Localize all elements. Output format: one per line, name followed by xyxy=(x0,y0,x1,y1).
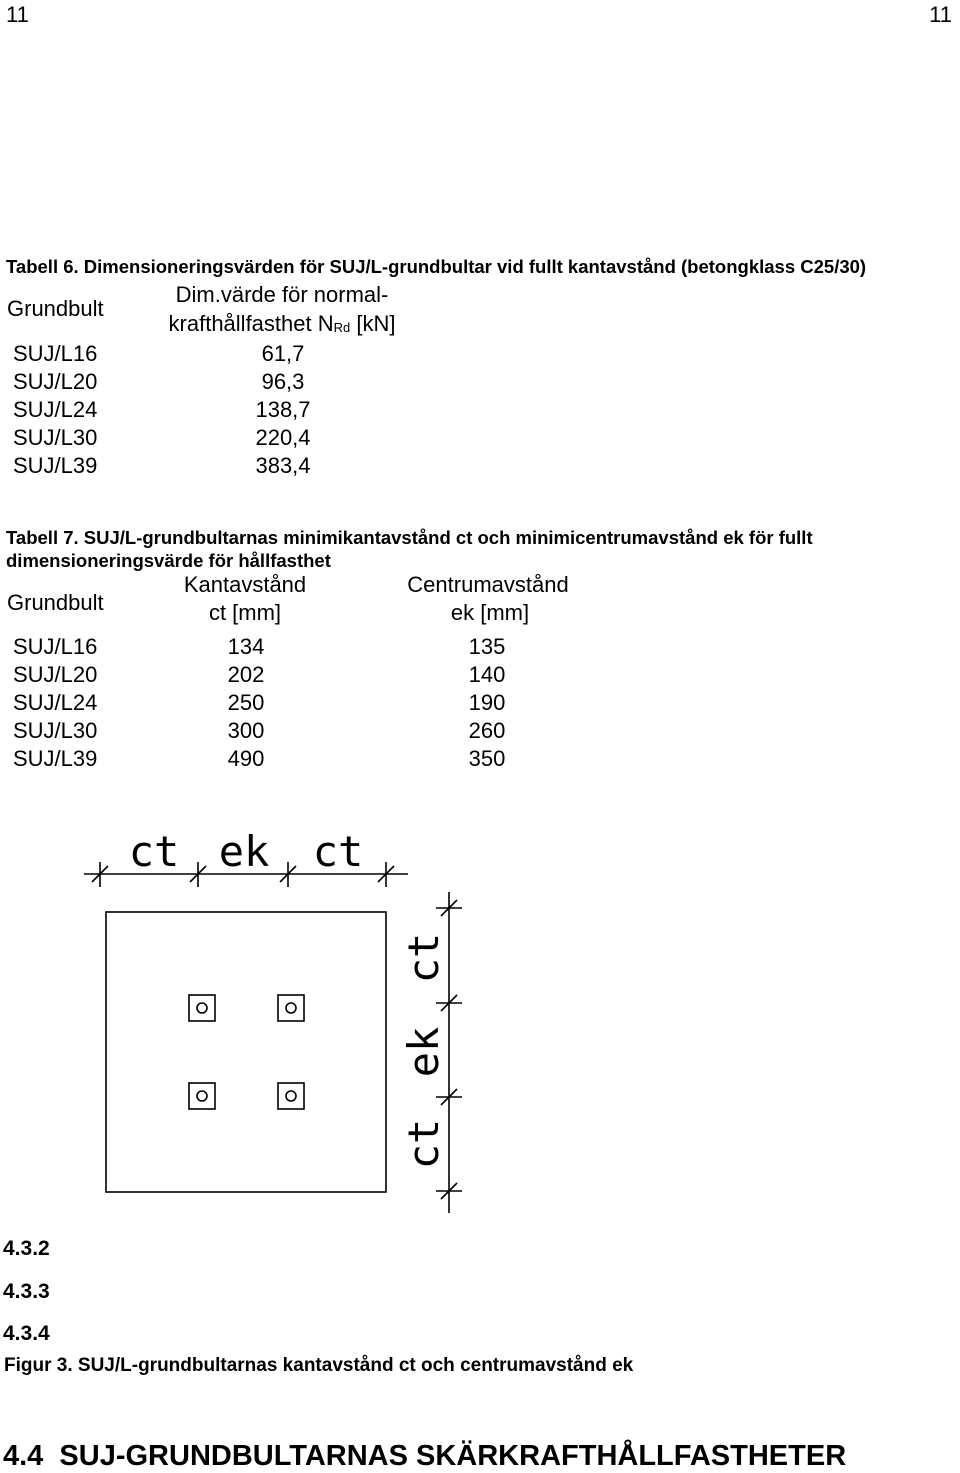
right-dim-label-ct: ct xyxy=(399,1118,448,1170)
figure-caption: Figur 3. SUJ/L-grundbultarnas kantavstånd ct och centrumavstånd ek xyxy=(4,1355,634,1376)
table6-caption: Tabell 6. Dimensioneringsvärden för SUJ/L-grundbultar vid fullt kantavstånd (betongklass C25/30) xyxy=(6,256,867,277)
top-dim-label-ct: ct xyxy=(128,827,180,876)
base-plate xyxy=(106,912,386,1192)
table6-header-dim-line2: krafthållfasthet $N_{Rd}$ [kN] xyxy=(168,311,396,336)
bolt xyxy=(189,995,215,1021)
table6-row-bolt: SUJ/L20 xyxy=(13,369,98,394)
table6-row-value: 138,7 xyxy=(255,397,311,422)
table7-header-grundbult: Grundbult xyxy=(7,590,104,615)
bolt xyxy=(278,995,304,1021)
table7-header-ct-line2: ct [mm] xyxy=(208,600,282,625)
table7-row-ct: 202 xyxy=(227,662,265,687)
table7-header-ek-line2: ek [mm] xyxy=(450,600,530,625)
table7-row-ek: 350 xyxy=(468,746,506,771)
table6-row-value: 220,4 xyxy=(255,425,311,450)
table7-row-ct: 134 xyxy=(227,634,265,659)
page-number-right: 11 xyxy=(929,2,952,27)
table7-header-ct-line1: Kantavstånd xyxy=(183,572,307,597)
table7-row-bolt: SUJ/L24 xyxy=(13,690,98,715)
table7-row-ek: 135 xyxy=(468,634,506,659)
section-number: 4.3.3 xyxy=(3,1280,50,1303)
table7-row-ek: 260 xyxy=(468,718,506,743)
table6-row-bolt: SUJ/L24 xyxy=(13,397,98,422)
table6-row-value: 61,7 xyxy=(261,341,305,366)
section-heading: 4.4 SUJ-GRUNDBULTARNAS SKÄRKRAFTHÅLLFASTHETER xyxy=(3,1440,847,1472)
table6-row-bolt: SUJ/L16 xyxy=(13,341,98,366)
table7-row-ek: 140 xyxy=(468,662,506,687)
right-dim-label-ek: ek xyxy=(399,1026,448,1078)
table7-row-bolt: SUJ/L16 xyxy=(13,634,98,659)
table6-row-value: 96,3 xyxy=(261,369,305,394)
section-number: 4.3.2 xyxy=(3,1237,50,1260)
table7-row-bolt: SUJ/L20 xyxy=(13,662,98,687)
table7-header-ek-line1: Centrumavstånd xyxy=(407,572,569,597)
table6-header-dim-line1: Dim.värde för normal- xyxy=(175,282,389,307)
table7-row-bolt: SUJ/L30 xyxy=(13,718,98,743)
table7-caption-line2: dimensioneringsvärde för hållfasthet xyxy=(6,550,331,571)
page-number-left: 11 xyxy=(6,2,29,27)
table6-header-grundbult: Grundbult xyxy=(7,296,104,321)
table6-header-subscript: Rd xyxy=(333,320,351,335)
table7-row-ct: 300 xyxy=(227,718,265,743)
table7-caption-line1: Tabell 7. SUJ/L-grundbultarnas minimikantavstånd ct och minimicentrumavstånd ek för fullt xyxy=(6,527,813,548)
table6-row-bolt: SUJ/L30 xyxy=(13,425,98,450)
table6-row-bolt: SUJ/L39 xyxy=(13,453,98,478)
table7-row-ct: 250 xyxy=(227,690,265,715)
table7-row-ct: 490 xyxy=(227,746,265,771)
bolt xyxy=(189,1083,215,1109)
right-dim-label-ct: ct xyxy=(399,932,448,984)
table7-row-bolt: SUJ/L39 xyxy=(13,746,98,771)
section-number: 4.3.4 xyxy=(3,1322,50,1345)
table6-row-value: 383,4 xyxy=(255,453,311,478)
top-dim-label-ct: ct xyxy=(312,827,364,876)
bolt xyxy=(278,1083,304,1109)
top-dim-label-ek: ek xyxy=(218,827,270,876)
table7-row-ek: 190 xyxy=(468,690,506,715)
